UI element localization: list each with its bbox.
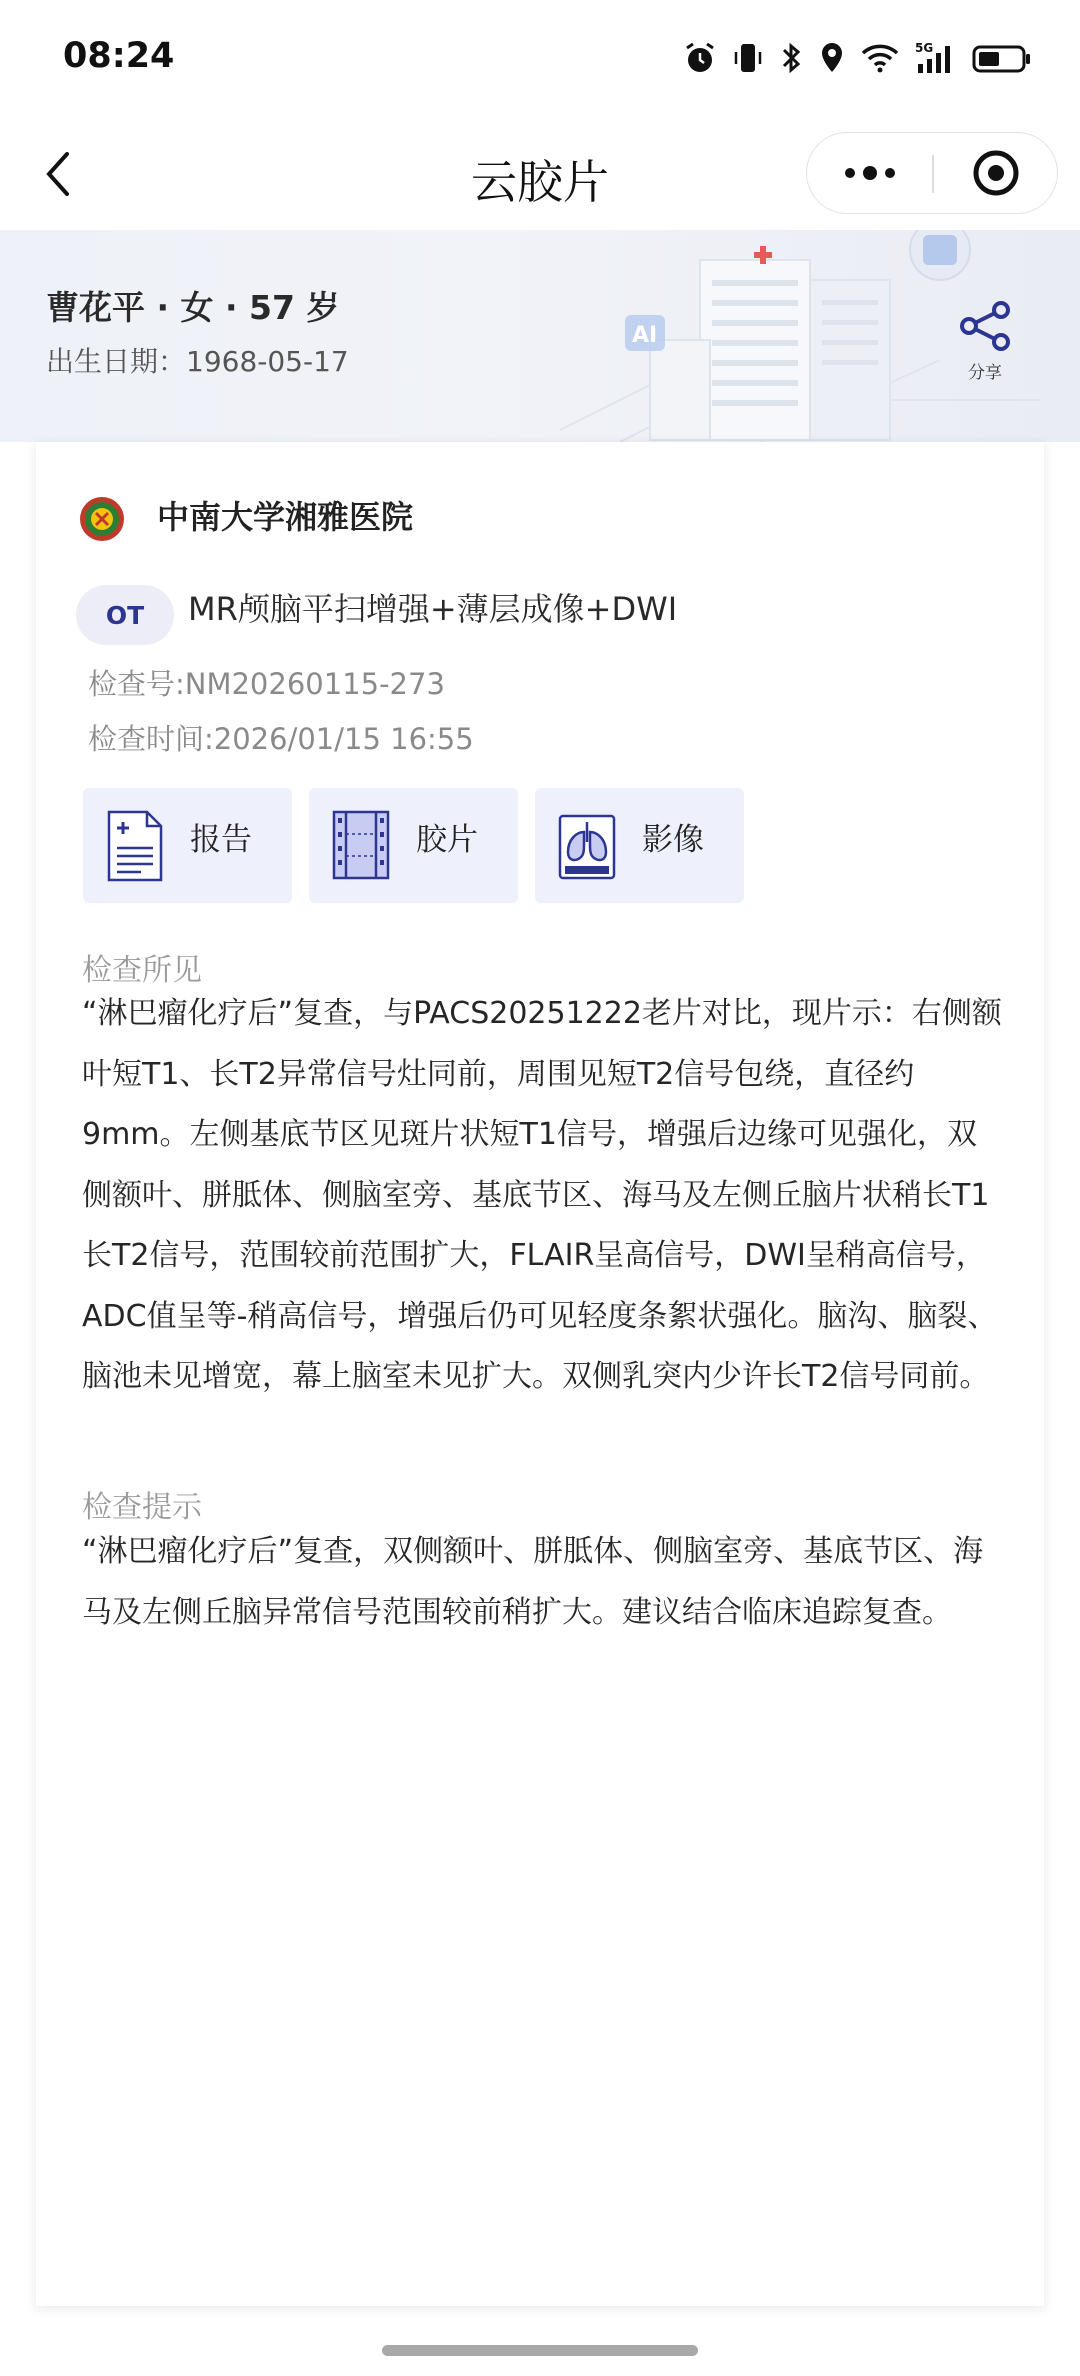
- patient-banner: [0, 230, 1080, 442]
- more-dots-icon: [842, 165, 898, 181]
- findings-text: “淋巴瘤化疗后”复查，与PACS20251222老片对比，现片示：右侧额叶短T1、长T2异常信号灶同前，周围见短T2信号包绕，直径约9mm。左侧基底节区见斑片状短T1信号，增强后边缘可见强化，双侧额叶、胼胝体、侧脑室旁、基底节区、海马及左侧丘脑片状稍长T1长T2信号，范围较前范围扩大，FLAIR呈高信号，DWI呈稍高信号，ADC值呈等-稍高信号，增强后仍可见轻度条絮状强化。脑沟、脑裂、脑池未见增宽，幕上脑室未见扩大。双侧乳突内少许长T2信号同前。: [82, 996, 1002, 1394]
- close-circle-icon: [971, 148, 1021, 198]
- impression-text: “淋巴瘤化疗后”复查，双侧额叶、胼胝体、侧脑室旁、基底节区、海马及左侧丘脑异常信号范围较前稍扩大。建议结合临床追踪复查。: [82, 1534, 984, 1630]
- findings-title: 检查所见: [82, 953, 202, 988]
- wifi-icon: [860, 40, 900, 76]
- hospital-logo-icon: [79, 496, 125, 542]
- vibrate-icon: [732, 40, 764, 76]
- film-icon: [331, 810, 391, 882]
- modality-badge: OT: [76, 585, 174, 645]
- location-icon: [818, 40, 846, 76]
- bluetooth-icon: [778, 40, 804, 76]
- exam-tiles: [83, 788, 744, 903]
- network-label: 5G: [915, 41, 934, 55]
- battery-icon: [972, 40, 1032, 76]
- nav-bar: [0, 118, 1080, 230]
- ai-badge-text: AI: [632, 323, 658, 348]
- patient-summary: 曹花平 · 女 · 57 岁: [46, 288, 340, 327]
- tile-report-label: 报告: [190, 822, 252, 858]
- more-button[interactable]: [807, 133, 932, 213]
- page-title: 云胶片: [471, 155, 609, 209]
- close-button[interactable]: [934, 133, 1058, 213]
- status-bar: [0, 0, 1080, 118]
- share-button[interactable]: [952, 300, 1018, 383]
- tile-image[interactable]: [535, 788, 744, 903]
- impression-title: 检查提示: [82, 1490, 202, 1525]
- tile-film[interactable]: [309, 788, 518, 903]
- tile-film-label: 胶片: [416, 822, 478, 858]
- signal-5g-icon: [914, 40, 958, 76]
- exam-number: 检查号:NM20260115-273: [88, 667, 445, 701]
- patient-dob: 出生日期：1968-05-17: [46, 345, 349, 378]
- mini-program-capsule: [806, 132, 1058, 214]
- lung-image-icon: [557, 810, 617, 882]
- exam-time: 检查时间:2026/01/15 16:55: [88, 722, 474, 756]
- status-icons: [682, 36, 1032, 80]
- exam-name: MR颅脑平扫增强+薄层成像+DWI: [188, 590, 678, 628]
- share-icon: [957, 300, 1013, 352]
- status-time: 08:24: [63, 36, 175, 76]
- exam-card: [36, 442, 1044, 2306]
- tile-image-label: 影像: [642, 822, 704, 858]
- hospital-name: 中南大学湘雅医院: [157, 498, 414, 536]
- share-label: 分享: [968, 363, 1002, 383]
- tile-report[interactable]: [83, 788, 292, 903]
- home-indicator[interactable]: [382, 2345, 698, 2356]
- report-icon: [105, 810, 165, 882]
- alarm-icon: [682, 40, 718, 76]
